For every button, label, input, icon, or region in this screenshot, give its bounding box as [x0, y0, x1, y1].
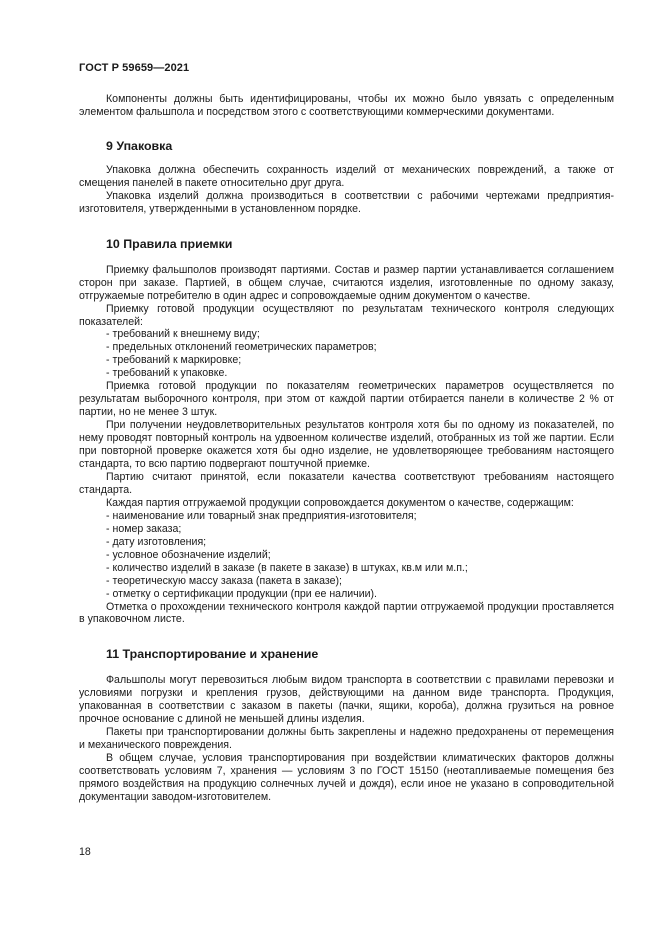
- section-10-paragraph: Приемка готовой продукции по показателям геометрических параметров осуществляется по результатам выборочного контроля, при этом от каждой партии отбирается панели в количестве 2 % от партии, но не менее 3 штук.: [79, 380, 614, 419]
- page-number: 18: [79, 846, 91, 858]
- section-9-title: 9 Упаковка: [106, 138, 173, 153]
- section-10-paragraph: Приемку готовой продукции осуществляют по результатам технического контроля следующих показателей:: [79, 302, 614, 328]
- intro-paragraph: Компоненты должны быть идентифицированы, чтобы их можно было увязать с определенным элементом фальшпола и посредством этого с соответствующими коммерческими документами.: [79, 93, 614, 118]
- section-11-paragraph: В общем случае, условия транспортирования при воздействии климатических факторов должны соответствовать условиям 7, хранения — условиям 3 по ГОСТ 15150 (неотапливаемые помещения без прямого воздействия на продукцию солнечных лучей и дождя), если иное не указано в сопроводительной документации заводом-изготовителем.: [79, 752, 614, 803]
- section-10-paragraph: Приемку фальшполов производят партиями. Состав и размер партии устанавливается соглашением сторон при заказе. Партией, в общем случае, считаются изделия, изготовленные по одному заказу, отгружаемые потребителю в один адрес и сопровождаемые одним документом о качестве.: [79, 263, 614, 302]
- section-11-paragraph: Пакеты при транспортировании должны быть закреплены и надежно предохранены от перемещения и механического повреждения.: [79, 726, 614, 752]
- section-10-title: 10 Правила приемки: [106, 236, 233, 251]
- list-item: - требований к маркировке;: [106, 354, 242, 367]
- document-header: ГОСТ Р 59659—2021: [79, 62, 190, 74]
- list-item: - теоретическую массу заказа (пакета в заказе);: [106, 574, 343, 587]
- section-10-paragraph: Партию считают принятой, если показатели качества соответствуют требованиям настоящего стандарта.: [79, 470, 614, 496]
- section-11-paragraph: Фальшполы могут перевозиться любым видом транспорта в соответствии с правилами перевозки и условиями погрузки и крепления грузов, действующими на данном виде транспорта. Продукция, упакованная в соответствии с заказом в пакеты (пачки, ящики, короба), должна грузиться на ровное прочное основание с длиной не меньшей длины изделия.: [79, 674, 614, 726]
- list-item: - отметку о сертификации продукции (при ее наличии).: [106, 587, 377, 600]
- section-11-title: 11 Транспортирование и хранение: [106, 647, 319, 662]
- section-10-paragraph: Отметка о прохождении технического контроля каждой партии отгружаемой продукции проставляется в упаковочном листе.: [79, 600, 614, 626]
- list-item: - наименование или товарный знак предприятия-изготовителя;: [106, 509, 417, 522]
- list-item: - предельных отклонений геометрических параметров;: [106, 341, 377, 354]
- document-body: [79, 93, 614, 804]
- list-item: - условное обозначение изделий;: [106, 548, 271, 561]
- list-item: - требований к внешнему виду;: [106, 328, 260, 341]
- section-10-paragraph: При получении неудовлетворительных результатов контроля хотя бы по одному из показателей, по нему проводят повторный контроль на удвоенном количестве изделий, отобранных из той же партии. Если при повторной проверке окажется хотя бы одно изделие, не удовлетворяющее требованиям настоящего стандарта, то всю партию подвергают поштучной приемке.: [79, 419, 614, 471]
- section-9-paragraph: Упаковка должна обеспечить сохранность изделий от механических повреждений, а также от смещения панелей в пакете относительно друг друга.: [79, 163, 614, 189]
- list-item: - номер заказа;: [106, 522, 182, 535]
- section-10-paragraph: Каждая партия отгружаемой продукции сопровождается документом о качестве, содержащим:: [106, 496, 574, 509]
- section-9-paragraph: Упаковка изделий должна производиться в соответствии с рабочими чертежами предприятия-изготовителя, утвержденными в установленном порядке.: [79, 189, 614, 215]
- list-item: - дату изготовления;: [106, 535, 207, 548]
- list-item: - количество изделий в заказе (в пакете в заказе) в штуках, кв.м или м.п.;: [106, 561, 468, 574]
- list-item: - требований к упаковке.: [106, 367, 228, 380]
